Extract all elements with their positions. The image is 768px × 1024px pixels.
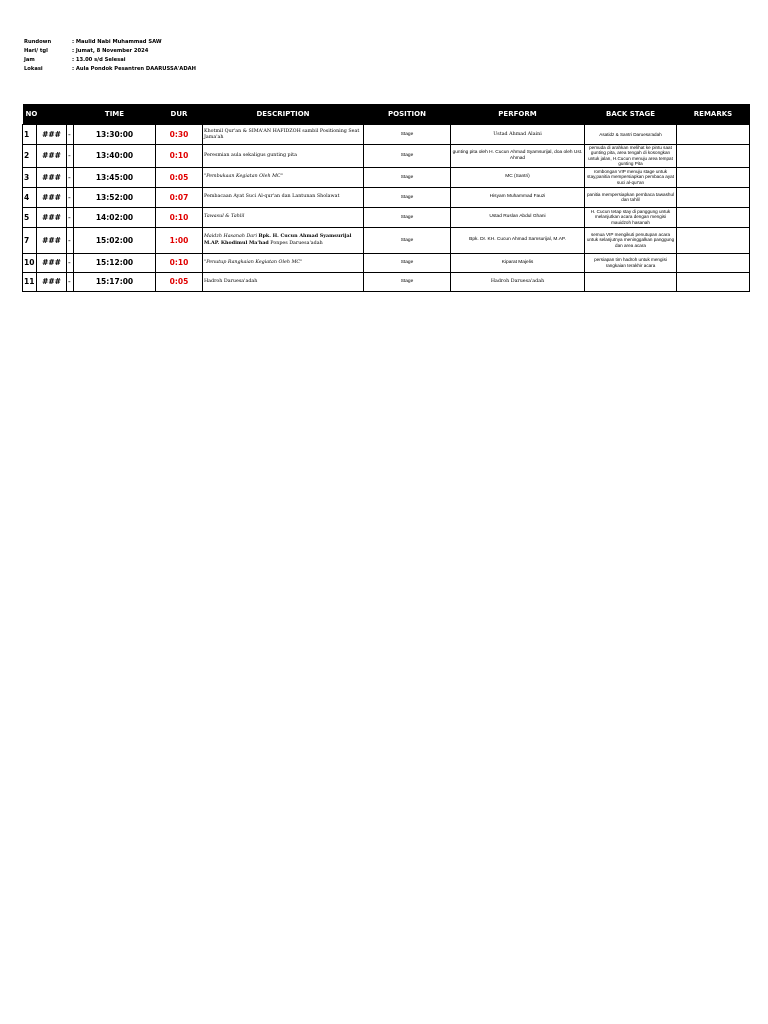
cell-dash: - — [67, 253, 74, 272]
table-header-row — [23, 104, 750, 125]
cell-time: 13:30:00 — [74, 125, 156, 145]
table-row — [23, 187, 750, 207]
cell-no: 2 — [23, 145, 37, 168]
header-back-stage: BACK STAGE — [585, 104, 677, 125]
time-value: : 13.00 s/d Selesai — [72, 57, 126, 63]
header-description: DESCRIPTION — [203, 104, 364, 125]
cell-dur: 0:05 — [156, 167, 203, 187]
cell-dash: - — [67, 227, 74, 253]
cell-time: 13:40:00 — [74, 145, 156, 168]
table-row — [23, 227, 750, 253]
cell-hash: ### — [37, 272, 67, 291]
cell-remarks — [677, 125, 750, 145]
cell-position: Stage — [364, 253, 451, 272]
cell-back-stage: semua VIP mengikuti penutupan acara untuk selanjutnya meninggalkan panggung dan area acara — [585, 227, 677, 253]
description-bold: Bpk. H. Cucun Ahmad Syamsurijal M.AP. Khodimul Ma'had — [204, 233, 352, 247]
cell-remarks — [677, 167, 750, 187]
rundown-value: : Maulid Nabi Muhammad SAW — [72, 39, 162, 45]
cell-dur: 0:10 — [156, 145, 203, 168]
cell-position: Stage — [364, 145, 451, 168]
date-label: Hari/ tgl — [24, 48, 48, 54]
cell-dash: - — [67, 167, 74, 187]
cell-hash: ### — [37, 167, 67, 187]
cell-description: Khotmil Qur'an & SIMA'AN HAFIDZOH sambil Positioning Seat Jama'ah — [203, 125, 364, 145]
cell-position: Stage — [364, 207, 451, 227]
cell-perform: Ustad Ahmad Alaini — [451, 125, 585, 145]
cell-back-stage: rombongan VIP menuju stage untuk stay,panitia mempersiapkan pembaca ayat suci al-qur'an — [585, 167, 677, 187]
cell-dur: 0:30 — [156, 125, 203, 145]
cell-back-stage — [585, 272, 677, 291]
info-row-date — [24, 47, 196, 56]
cell-hash: ### — [37, 253, 67, 272]
table-row — [23, 125, 750, 145]
header-perform: PERFORM — [451, 104, 585, 125]
cell-dash: - — [67, 272, 74, 291]
cell-time: 13:52:00 — [74, 187, 156, 207]
cell-no: 1 — [23, 125, 37, 145]
header-dur: DUR — [156, 104, 203, 125]
cell-perform: gunting pita oleh H. Cucun Ahmad Syamsurijal, doa oleh Ust. Ahmad — [451, 145, 585, 168]
header-no: NO — [23, 104, 74, 125]
cell-description: Hadroh Daruesa'adah — [203, 272, 364, 291]
cell-remarks — [677, 272, 750, 291]
cell-no: 11 — [23, 272, 37, 291]
cell-no: 4 — [23, 187, 37, 207]
cell-remarks — [677, 227, 750, 253]
cell-time: 15:17:00 — [74, 272, 156, 291]
cell-hash: ### — [37, 227, 67, 253]
cell-remarks — [677, 187, 750, 207]
cell-dash: - — [67, 125, 74, 145]
cell-description — [203, 227, 364, 253]
cell-description: Peresmian aula sekaligus gunting pita — [203, 145, 364, 168]
cell-position: Stage — [364, 125, 451, 145]
event-info — [24, 38, 196, 74]
cell-no: 7 — [23, 227, 37, 253]
cell-dur: 1:00 — [156, 227, 203, 253]
cell-dash: - — [67, 145, 74, 168]
date-value: : Jumat, 8 November 2024 — [72, 48, 149, 54]
cell-dur: 0:10 — [156, 207, 203, 227]
time-label: Jam — [24, 57, 35, 63]
cell-description: Tawasul & Tahlil — [203, 207, 364, 227]
cell-perform: Bpk. Dr. KH. Cucun Ahmad Samsurijal, M.AP. — [451, 227, 585, 253]
cell-description: "Pembukaan Kegiatan Oleh MC" — [203, 167, 364, 187]
table-row — [23, 207, 750, 227]
cell-dash: - — [67, 207, 74, 227]
cell-position: Stage — [364, 227, 451, 253]
cell-hash: ### — [37, 187, 67, 207]
info-row-location — [24, 65, 196, 74]
location-value: : Aula Pondok Pesantren DAARUSSA'ADAH — [72, 66, 196, 72]
cell-description: Pembacaan Ayat Suci Al-qur'an dan Lantunan Sholawat — [203, 187, 364, 207]
cell-hash: ### — [37, 145, 67, 168]
description-suffix: Ponpes Daruesa'adah — [268, 241, 323, 247]
cell-time: 15:02:00 — [74, 227, 156, 253]
cell-remarks — [677, 207, 750, 227]
cell-dash: - — [67, 187, 74, 207]
info-row-rundown — [24, 38, 196, 47]
info-row-time — [24, 56, 196, 65]
cell-dur: 0:05 — [156, 272, 203, 291]
location-label: Lokasi — [24, 66, 43, 72]
cell-position: Stage — [364, 167, 451, 187]
cell-remarks — [677, 145, 750, 168]
cell-dur: 0:07 — [156, 187, 203, 207]
cell-back-stage: Asatidz & Santri Daruesa'adah — [585, 125, 677, 145]
cell-perform: Hadroh Daruesa'adah — [451, 272, 585, 291]
cell-no: 10 — [23, 253, 37, 272]
cell-hash: ### — [37, 125, 67, 145]
cell-hash: ### — [37, 207, 67, 227]
header-time: TIME — [74, 104, 156, 125]
cell-perform: Ustad Ruslan Abdul Ghani — [451, 207, 585, 227]
cell-perform: Kiparat Majelis — [451, 253, 585, 272]
cell-perform: MC (Santri) — [451, 167, 585, 187]
table-row — [23, 145, 750, 168]
cell-time: 13:45:00 — [74, 167, 156, 187]
cell-time: 14:02:00 — [74, 207, 156, 227]
cell-position: Stage — [364, 272, 451, 291]
cell-back-stage: H. Cucun tetap stay di panggung untuk melanjutkan acara dengan mengisi mauidzoh hasanah — [585, 207, 677, 227]
cell-position: Stage — [364, 187, 451, 207]
cell-back-stage: persiapan tim hadroh untuk mengisi rangkaian terakhir acara — [585, 253, 677, 272]
header-remarks: REMARKS — [677, 104, 750, 125]
cell-back-stage: panitia mempersiapkan pembaca tawashul dan tahlil — [585, 187, 677, 207]
cell-dur: 0:10 — [156, 253, 203, 272]
cell-description: "Penutup Rangkaian Kegiatan Oleh MC" — [203, 253, 364, 272]
rundown-label: Rundown — [24, 39, 52, 45]
table-row — [23, 253, 750, 272]
cell-perform: Hisyam Muhammad Fauzi — [451, 187, 585, 207]
description-prefix: Maidzh Hasanah Dari — [204, 234, 259, 240]
table-row — [23, 167, 750, 187]
cell-remarks — [677, 253, 750, 272]
cell-no: 5 — [23, 207, 37, 227]
cell-back-stage: pemuda di arahkan melihat ke pintu saat gunting pita, area tengah di kosongkan untuk jalan, H.Cucun menuju area tempat gunting Pita — [585, 145, 677, 168]
cell-no: 3 — [23, 167, 37, 187]
table-row — [23, 272, 750, 291]
header-position: POSITION — [364, 104, 451, 125]
rundown-table — [22, 104, 750, 292]
cell-time: 15:12:00 — [74, 253, 156, 272]
